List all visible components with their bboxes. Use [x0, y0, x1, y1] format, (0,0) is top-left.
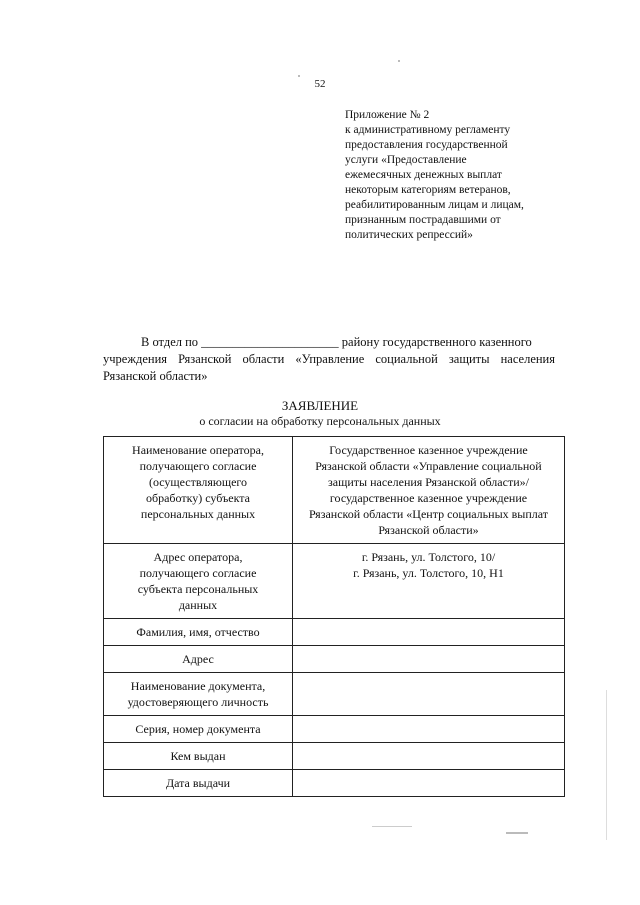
label-line: персональных данных — [140, 507, 256, 521]
label-line: обработку) субъекта — [145, 491, 250, 505]
addressee-line-3: Рязанской области» — [103, 369, 208, 383]
address-field[interactable] — [293, 646, 565, 673]
appendix-line: Приложение № 2 — [345, 109, 430, 121]
appendix-heading — [345, 108, 555, 243]
address-label: Адрес — [104, 646, 293, 673]
document-series-label: Серия, номер документа — [104, 716, 293, 743]
label-line: Наименование документа, — [130, 679, 266, 693]
statement-subtitle: о согласии на обработку персональных данных — [199, 414, 441, 428]
scan-speck — [372, 826, 412, 827]
label-line: (осуществляющего — [148, 475, 248, 489]
consent-form-table — [103, 436, 565, 797]
issued-by-label: Кем выдан — [104, 743, 293, 770]
table-row-operator-name — [104, 437, 565, 544]
table-row-document-name — [104, 673, 565, 716]
value-line: Рязанской области «Центр социальных выплат — [308, 507, 549, 521]
operator-address-value — [293, 544, 565, 619]
full-name-label: Фамилия, имя, отчество — [104, 619, 293, 646]
issue-date-field[interactable] — [293, 770, 565, 797]
table-row-document-series — [104, 716, 565, 743]
value-line: Рязанской области» — [378, 523, 479, 537]
appendix-line: услуги «Предоставление — [345, 154, 467, 166]
appendix-line: предоставления государственной — [345, 139, 508, 151]
table-row-issued-by — [104, 743, 565, 770]
page-number: 52 — [314, 78, 326, 90]
appendix-line: реабилитированным лицам и лицам, — [345, 199, 524, 211]
label-line: удостоверяющего личность — [127, 695, 269, 709]
operator-name-label — [104, 437, 293, 544]
addressee-block — [103, 334, 555, 385]
full-name-field[interactable] — [293, 619, 565, 646]
label-line: субъекта персональных — [137, 582, 259, 596]
table-row-address — [104, 646, 565, 673]
label-line: Наименование оператора, — [132, 443, 264, 457]
issue-date-label: Дата выдачи — [104, 770, 293, 797]
scan-speck — [506, 832, 528, 834]
table-row-full-name — [104, 619, 565, 646]
label-line: получающего согласие — [139, 459, 257, 473]
operator-name-value — [293, 437, 565, 544]
value-line: Государственное казенное учреждение — [329, 443, 528, 457]
value-line: государственное казенное учреждение — [329, 491, 528, 505]
issued-by-field[interactable] — [293, 743, 565, 770]
table-row-issue-date — [104, 770, 565, 797]
table-row-operator-address — [104, 544, 565, 619]
scan-speck — [298, 75, 300, 77]
document-series-field[interactable] — [293, 716, 565, 743]
document-name-field[interactable] — [293, 673, 565, 716]
appendix-line: к административному регламенту — [345, 124, 511, 136]
addressee-line-1: В отдел по ______________________ району государственного казенного — [141, 335, 532, 349]
label-line: данных — [178, 598, 218, 612]
appendix-line: признанным пострадавшими от — [345, 214, 501, 226]
value-line: г. Рязань, ул. Толстого, 10, Н1 — [353, 566, 504, 580]
appendix-line: политических репрессий» — [345, 229, 473, 241]
scan-speck — [398, 60, 400, 62]
operator-address-label — [104, 544, 293, 619]
addressee-line-2: учреждения Рязанской области «Управление социальной защиты населения — [103, 352, 555, 366]
statement-title: ЗАЯВЛЕНИЕ — [281, 398, 359, 413]
label-line: получающего согласие — [139, 566, 257, 580]
scan-edge-line — [606, 690, 607, 840]
label-line: Адрес оператора, — [153, 550, 243, 564]
appendix-line: ежемесячных денежных выплат — [345, 169, 502, 181]
document-name-label — [104, 673, 293, 716]
value-line: г. Рязань, ул. Толстого, 10/ — [361, 550, 496, 564]
value-line: Рязанской области «Управление социальной — [315, 459, 542, 473]
appendix-line: некоторым категориям ветеранов, — [345, 184, 511, 196]
value-line: защиты населения Рязанской области»/ — [328, 475, 529, 489]
